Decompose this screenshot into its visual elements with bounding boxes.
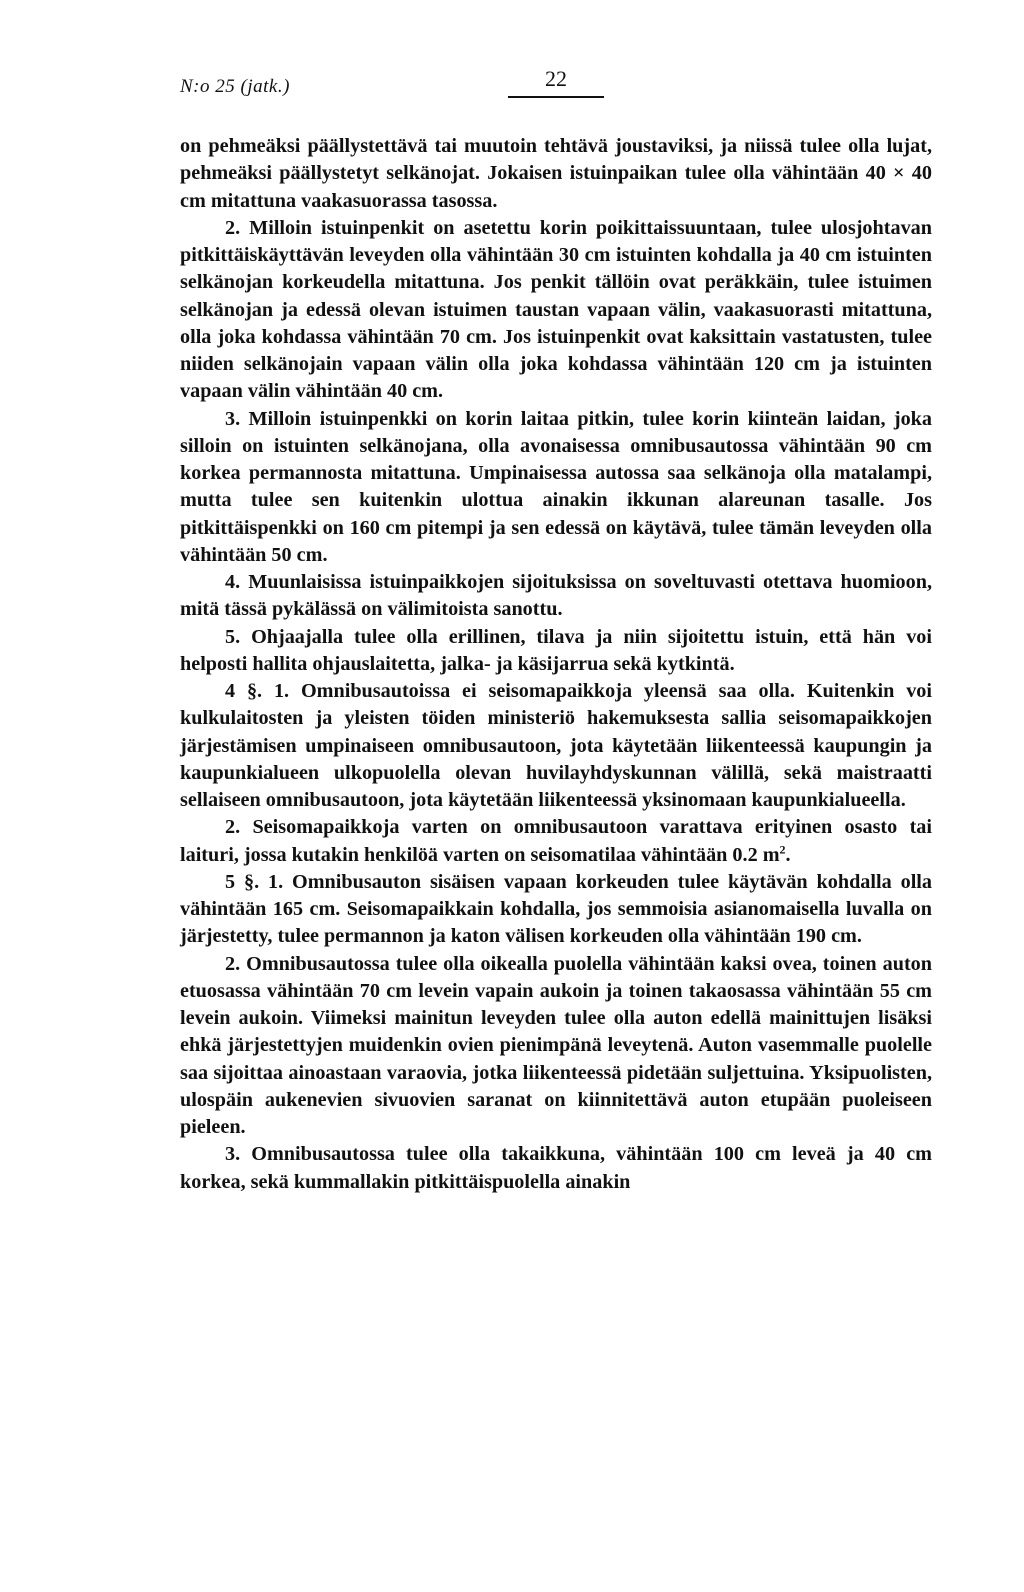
section-4-paragraph-2	[180, 814, 932, 869]
page-header	[180, 66, 932, 106]
body-text	[180, 133, 932, 1196]
page-number-rule	[508, 96, 604, 98]
section-4-paragraph-2-text: 2. Seisomapaikkoja varten on omnibusautoon varattava erityinen osasto tai laituri, jossa kutakin henkilöä varten on seisomatilaa vähintään 0.2 m	[180, 816, 932, 866]
running-head: N:o 25 (jatk.)	[180, 76, 290, 97]
page-number: 22	[545, 66, 567, 91]
paragraph-3: 3. Milloin istuinpenkki on korin laitaa pitkin, tulee korin kiinteän laidan, joka silloin on istuinten selkänojana, olla avonaisessa omnibusautossa vähintään 90 cm korkea permannosta mitattuna. Umpinaisessa autossa saa selkänoja olla matalampi, mutta tulee sen kuitenkin ulottua ainakin ikkunan alareunan tasalle. Jos pitkittäispenkki on 160 cm pitempi ja sen edessä on käytävä, tulee tämän leveyden olla vähintään 50 cm.	[180, 407, 932, 566]
paragraph-5: 5. Ohjaajalla tulee olla erillinen, tilava ja niin sijoitettu istuin, että hän voi helposti hallita ohjauslaitetta, jalka- ja käsijarrua sekä kytkintä.	[180, 625, 932, 675]
paragraph-4: 4. Muunlaisissa istuinpaikkojen sijoituksissa on soveltuvasti otettava huomioon, mitä tässä pykälässä on välimitoista sanottu.	[180, 571, 932, 621]
square-superscript: 2	[779, 841, 786, 856]
paragraph-continuation: on pehmeäksi päällystettävä tai muutoin tehtävä joustaviksi, ja niissä tulee olla lujat, pehmeäksi päällystetyt selkänojat. Jokaisen istuinpaikan tulee olla vähintään 40 × 40 cm mitattuna vaakasuorassa tasossa.	[180, 135, 932, 212]
section-4-paragraph-2-end: .	[785, 843, 791, 866]
section-5-paragraph-3: 3. Omnibusautossa tulee olla takaikkuna, vähintään 100 cm leveä ja 40 cm korkea, sekä kummallakin pitkittäispuolella ainakin	[180, 1143, 932, 1193]
section-4-paragraph-1: 4 §. 1. Omnibusautoissa ei seisomapaikkoja yleensä saa olla. Kuitenkin voi kulkulaitosten ja yleisten töiden ministeriö hakemuksesta sallia seisomapaikkojen järjestämisen umpinaiseen omnibusautoon, jota käytetään liikenteessä kaupungin ja kaupunkialueen ulkopuolella olevan huvilayhdyskunnan välillä, sekä maistraatti sellaiseen omnibusautoon, jota käytetään liikenteessä yksinomaan kaupunkialueella.	[180, 680, 932, 811]
paragraph-2: 2. Milloin istuinpenkit on asetettu korin poikittaissuuntaan, tulee ulosjohtavan pitkittäiskäyttävän leveyden olla vähintään 30 cm istuinten kohdalla ja 40 cm istuinten selkänojan korkeudella mitattuna. Jos penkit tällöin ovat peräkkäin, tulee istuimen selkänojan ja edessä olevan istuimen taustan vapaan välin, vaakasuorasti mitattuna, olla joka kohdassa vähintään 70 cm. Jos istuinpenkit ovat kaksittain vastatusten, tulee niiden selkänojain vapaan välin olla joka kohdassa vähintään 120 cm ja istuinten vapaan välin vähintään 40 cm.	[180, 216, 932, 403]
section-5-paragraph-1: 5 §. 1. Omnibusauton sisäisen vapaan korkeuden tulee käytävän kohdalla olla vähintään 165 cm. Seisomapaikkain kohdalla, jos semmoisia asianomaisella luvalla on järjestetty, tulee permannon ja katon välisen korkeuden olla vähintään 190 cm.	[180, 870, 932, 948]
section-5-paragraph-2: 2. Omnibusautossa tulee olla oikealla puolella vähintään kaksi ovea, toinen auton etuosassa vähintään 70 cm levein vapain aukoin ja toinen takaosassa vähintään 55 cm levein aukoin. Viimeksi mainitun leveyden tulee olla auton edellä mainittujen lisäksi ehkä järjestettyjen muidenkin ovien pienimpänä leveytenä. Auton vasemmalle puolelle saa sijoittaa ainoastaan varaovia, jotka liikenteessä pidetään suljettuina. Yksipuolisten, ulospäin aukenevien sivuovien saranat on kiinnitettävä auton etupään puoleiseen pieleen.	[180, 952, 932, 1138]
